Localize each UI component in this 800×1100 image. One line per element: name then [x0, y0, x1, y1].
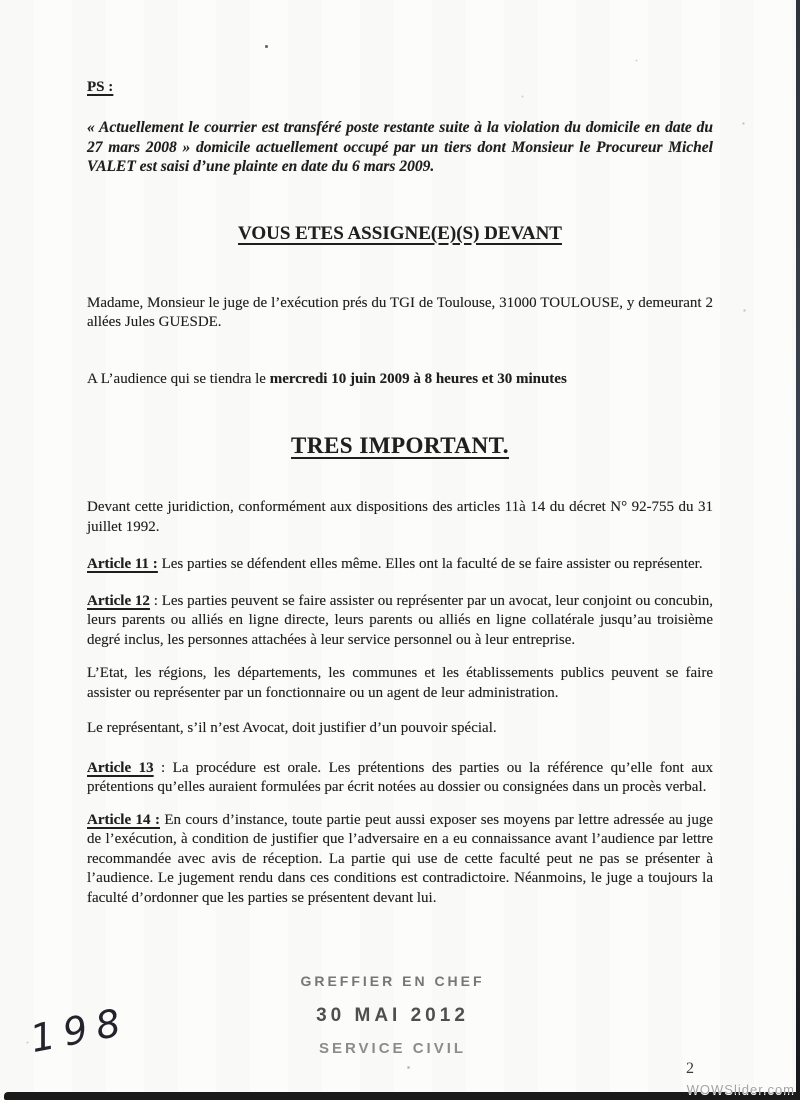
- handwritten-page-number: 198: [26, 998, 133, 1062]
- ps-heading: [87, 77, 713, 97]
- audience-date-emphasis: mercredi 10 juin 2009 à 8 heures et 30 minutes: [269, 370, 567, 387]
- slider-frame-right-border: [796, 0, 800, 1100]
- article-12: [87, 592, 713, 651]
- stamp-date: 30 MAI 2012: [316, 1005, 469, 1026]
- audience-date-line: [87, 370, 713, 390]
- article-12-text: : Les parties peuvent se faire assister ou représenter par un avocat, leur conjoint ou concubin, leurs parents ou alliés en ligne directe, leurs parents ou alliés en ligne collatérale jusqu’au troisième degré inclus, les personnes attachées à leur service personnel ou à leur entreprise.: [87, 592, 713, 648]
- slider-frame-bottom-bar: [4, 1092, 800, 1100]
- important-heading: [87, 432, 713, 460]
- representant-paragraph: Le représentant, s’il n’est Avocat, doit justifier d’un pouvoir spécial.: [87, 720, 497, 736]
- jurisdiction-paragraph: Devant cette juridiction, conformément aux dispositions des articles 11à 14 du décret N° 92-755 du 31 juillet 1992.: [87, 499, 713, 535]
- ps-heading-text: PS :: [87, 79, 114, 95]
- article-11-text: Les parties se défendent elles même. Elles ont la faculté de se faire assister ou représenter.: [157, 556, 703, 572]
- judge-address-paragraph: Madame, Monsieur le juge de l’exécution prés du TGI de Toulouse, 31000 TOULOUSE, y demeurant 2 allées Jules GUESDE.: [87, 294, 713, 330]
- article-12-label: Article 12: [87, 592, 150, 609]
- article-13-text: : La procédure est orale. Les prétentions des parties ou la référence qu’elle font aux prétentions qu’elles auraient formulées par écrit notées au dossier ou consignées dans un procès verbal.: [87, 759, 713, 795]
- article-14: [87, 811, 713, 909]
- court-ink-stamp: [280, 973, 505, 1057]
- audience-prefix: A L’audience qui se tiendra le: [87, 370, 270, 387]
- assigned-heading: [87, 222, 713, 246]
- etat-paragraph: L’Etat, les régions, les départements, les communes et les établissements publics peuvent se faire assister ou représenter par un fonctionnaire ou un agent de leur administration.: [87, 665, 713, 701]
- wowslider-watermark: WOWSlider.com: [686, 1082, 795, 1097]
- article-13: [87, 759, 713, 798]
- article-14-label: Article 14 :: [87, 811, 160, 828]
- assigned-heading-text: VOUS ETES ASSIGNE(E)(S) DEVANT: [238, 222, 562, 244]
- page-number: 2: [686, 1060, 694, 1077]
- article-13-label: Article 13: [87, 759, 154, 776]
- important-heading-text: TRES IMPORTANT.: [291, 433, 509, 458]
- document-text-column: [87, 0, 713, 908]
- article-11-label: Article 11 :: [87, 556, 158, 572]
- ps-quote-paragraph: « Actuellement le courrier est transféré poste restante suite à la violation du domicile en date du 27 mars 2008 » domicile actuellement occupé par un tiers dont Monsieur le Procureur Michel VALET est saisi d’une plainte en date du 6 mars 2009.: [87, 119, 713, 175]
- stamp-service-line: SERVICE CIVIL: [318, 1040, 467, 1057]
- scan-noise-specks: [0, 0, 1, 1]
- stamp-greffier-line: GREFFIER EN CHEF: [300, 973, 485, 989]
- article-14-text: En cours d’instance, toute partie peut aussi exposer ses moyens par lettre adressée au juge de l’exécution, à condition de justifier que l’adversaire en a eu connaissance avant l’audience par lettre recommandée avec avis de réception. La partie qui use de cette faculté peut ne pas se présenter à l’audience. Le jugement rendu dans ces conditions est contradictoire. Néanmoins, le juge a toujours la faculté d’ordonner que les parties se présentent devant lui.: [87, 811, 713, 906]
- article-11: [87, 555, 713, 575]
